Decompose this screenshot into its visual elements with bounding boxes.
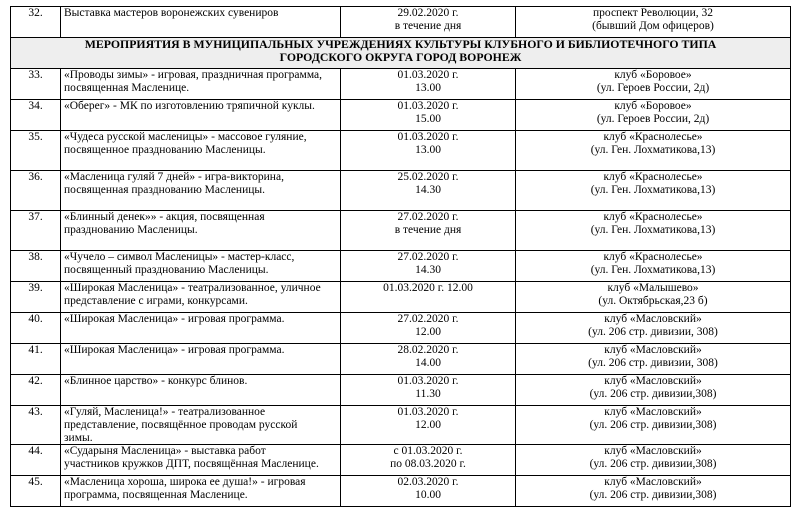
cell-text-line: проспект Революции, 32	[593, 7, 713, 19]
cell-text-line: «Чучело – символ Масленицы» - мастер-класс,	[64, 251, 295, 263]
cell-text-line: «Блинное царство» - конкурс блинов.	[64, 375, 248, 387]
row-number: 34.	[11, 100, 61, 131]
cell-text-line: 01.03.2020 г.	[397, 100, 459, 112]
cell-text-line: клуб «Масловский»	[604, 313, 702, 325]
event-date-cell	[341, 69, 516, 100]
row-number: 38.	[11, 251, 61, 282]
row-number: 41.	[11, 344, 61, 375]
cell-text-line: празднованию Масленицы.	[64, 223, 198, 236]
event-date-cell	[341, 211, 516, 251]
cell-text-line: Выставка мастеров воронежских сувениров	[64, 7, 279, 19]
cell-text-line: «Масленица гуляй 7 дней» - игра-викторина,	[64, 171, 284, 183]
section-header-row	[11, 38, 791, 69]
cell-text-line: (ул. 206 стр. дивизии,308)	[589, 489, 717, 502]
cell-text-line: 12.00	[415, 325, 441, 338]
cell-text-line: «Проводы зимы» - игровая, праздничная программа,	[64, 69, 322, 81]
event-date-cell	[341, 445, 516, 476]
cell-text-line: (ул. 206 стр. дивизии, 308)	[588, 356, 718, 369]
event-name-cell	[61, 69, 341, 100]
event-place-cell	[516, 476, 791, 507]
cell-text-line: 02.03.2020 г.	[397, 476, 459, 489]
row-number: 33.	[11, 69, 61, 100]
event-name-cell	[61, 344, 341, 375]
row-number: 45.	[11, 476, 61, 507]
table-row	[11, 375, 791, 406]
row-number: 37.	[11, 211, 61, 251]
row-number: 32.	[11, 7, 61, 38]
cell-text-line: «Сударыня Масленица» - выставка работ	[64, 445, 266, 458]
cell-text-line: (бывший Дом офицеров)	[592, 19, 714, 32]
event-name-cell	[61, 100, 341, 131]
event-date-cell	[341, 7, 516, 38]
event-date-cell	[341, 375, 516, 406]
event-date-cell	[341, 100, 516, 131]
cell-text-line: участников кружков ДПТ, посвящённая Масленице.	[64, 458, 319, 471]
cell-text-line: по 08.03.2020 г.	[390, 458, 466, 471]
events-table	[10, 6, 791, 507]
cell-text-line: 01.03.2020 г.	[397, 69, 459, 81]
event-date-cell	[341, 282, 516, 313]
cell-text-line: 29.02.2020 г.	[397, 7, 459, 19]
cell-text-line: представление с играми, конкурсами.	[64, 294, 248, 307]
event-place-cell	[516, 251, 791, 282]
cell-text-line: «Блинный денек»» - акция, посвященная	[64, 211, 265, 223]
cell-text-line: «Гуляй, Масленица!» - театрализованное	[64, 406, 266, 418]
table-row	[11, 445, 791, 476]
table-row	[11, 476, 791, 507]
cell-text-line: (ул. 206 стр. дивизии, 308)	[588, 325, 718, 338]
event-name-cell	[61, 445, 341, 476]
event-name-cell	[61, 313, 341, 344]
cell-text-line: (ул. 206 стр. дивизии,308)	[589, 387, 717, 400]
table-row	[11, 211, 791, 251]
cell-text-line: (ул. Ген. Лохматикова,13)	[590, 143, 716, 156]
cell-text-line: клуб «Масловский»	[604, 406, 702, 418]
row-number: 39.	[11, 282, 61, 313]
event-place-cell	[516, 282, 791, 313]
cell-text-line: 27.02.2020 г.	[397, 313, 459, 325]
cell-text-line: клуб «Малышево»	[607, 282, 699, 294]
cell-text-line: 14.30	[415, 183, 441, 196]
cell-text-line: 01.03.2020 г.	[397, 375, 459, 387]
table-row	[11, 406, 791, 445]
event-date-cell	[341, 131, 516, 171]
event-date-cell	[341, 344, 516, 375]
cell-text-line: представление, посвящённое проводам русской	[64, 418, 298, 431]
event-place-cell	[516, 171, 791, 211]
cell-text-line: клуб «Краснолесье»	[603, 131, 703, 143]
cell-text-line: клуб «Боровое»	[614, 100, 692, 112]
cell-text-line: ГОРОДСКОГО ОКРУГА ГОРОД ВОРОНЕЖ	[279, 49, 522, 64]
table-row	[11, 251, 791, 282]
cell-text-line: программа, посвященная Масленице.	[64, 489, 248, 502]
event-date-cell	[341, 313, 516, 344]
table-row	[11, 69, 791, 100]
cell-text-line: посвященная Масленице.	[64, 81, 190, 94]
cell-text-line: 13.00	[415, 81, 441, 94]
event-place-cell	[516, 7, 791, 38]
cell-text-line: посвященная празднованию Масленицы.	[64, 183, 265, 196]
cell-text-line: клуб «Масловский»	[604, 375, 702, 387]
cell-text-line: клуб «Краснолесье»	[603, 251, 703, 263]
event-place-cell	[516, 375, 791, 406]
event-place-cell	[516, 100, 791, 131]
cell-text-line: 01.03.2020 г.	[397, 131, 459, 143]
cell-text-line: 27.02.2020 г.	[397, 211, 459, 223]
row-number: 43.	[11, 406, 61, 445]
event-date-cell	[341, 171, 516, 211]
section-title	[11, 38, 791, 69]
cell-text-line: 01.03.2020 г. 12.00	[383, 282, 473, 294]
cell-text-line: 11.30	[415, 387, 441, 400]
cell-text-line: «Чудеса русской масленицы» - массовое гуляние,	[64, 131, 307, 143]
row-number: 42.	[11, 375, 61, 406]
cell-text-line: в течение дня	[394, 19, 462, 32]
cell-text-line: клуб «Масловский»	[604, 344, 702, 356]
cell-text-line: МЕРОПРИЯТИЯ В МУНИЦИПАЛЬНЫХ УЧРЕЖДЕНИЯХ КУЛЬТУРЫ КЛУБНОГО И БИБЛИОТЕЧНОГО ТИПА	[84, 37, 717, 51]
cell-text-line: клуб «Краснолесье»	[603, 211, 703, 223]
cell-text-line: (ул. Октябрьская,23 б)	[598, 294, 708, 307]
event-place-cell	[516, 344, 791, 375]
event-place-cell	[516, 211, 791, 251]
event-name-cell	[61, 282, 341, 313]
cell-text-line: посвященное празднованию Масленицы.	[64, 143, 266, 156]
event-name-cell	[61, 171, 341, 211]
table-row	[11, 171, 791, 211]
event-name-cell	[61, 211, 341, 251]
event-place-cell	[516, 313, 791, 344]
cell-text-line: (ул. Героев России, 2д)	[596, 81, 710, 94]
event-name-cell	[61, 251, 341, 282]
event-place-cell	[516, 406, 791, 445]
cell-text-line: 10.00	[415, 489, 441, 502]
cell-text-line: «Широкая Масленица» - театрализованное, уличное	[64, 282, 321, 294]
row-number: 36.	[11, 171, 61, 211]
cell-text-line: (ул. 206 стр. дивизии,308)	[589, 418, 717, 431]
event-name-cell	[61, 406, 341, 445]
table-row	[11, 131, 791, 171]
cell-text-line: 15.00	[415, 112, 441, 125]
cell-text-line: 12.00	[415, 418, 441, 431]
table-row	[11, 100, 791, 131]
table-row	[11, 344, 791, 375]
cell-text-line: «Оберег» - МК по изготовлению тряпичной куклы.	[64, 100, 315, 112]
cell-text-line: посвященный празднованию Масленицы.	[64, 263, 269, 276]
row-number: 35.	[11, 131, 61, 171]
event-name-cell	[61, 7, 341, 38]
event-name-cell	[61, 476, 341, 507]
cell-text-line: 28.02.2020 г.	[397, 344, 459, 356]
cell-text-line: клуб «Масловский»	[604, 445, 702, 458]
event-name-cell	[61, 131, 341, 171]
cell-text-line: 27.02.2020 г.	[397, 251, 459, 263]
cell-text-line: 14.30	[415, 263, 441, 276]
cell-text-line: 14.00	[415, 356, 441, 369]
event-date-cell	[341, 406, 516, 445]
cell-text-line: 25.02.2020 г.	[397, 171, 459, 183]
cell-text-line: (ул. Героев России, 2д)	[596, 112, 710, 125]
cell-text-line: клуб «Масловский»	[604, 476, 702, 489]
cell-text-line: (ул. 206 стр. дивизии,308)	[589, 458, 717, 471]
cell-text-line: 01.03.2020 г.	[397, 406, 459, 418]
cell-text-line: клуб «Боровое»	[614, 69, 692, 81]
cell-text-line: зимы.	[64, 431, 93, 444]
cell-text-line: (ул. Ген. Лохматикова,13)	[590, 263, 716, 276]
cell-text-line: в течение дня	[394, 223, 462, 236]
event-date-cell	[341, 476, 516, 507]
event-name-cell	[61, 375, 341, 406]
cell-text-line: с 01.03.2020 г.	[393, 445, 463, 458]
table-row	[11, 282, 791, 313]
events-table-body	[11, 7, 791, 507]
cell-text-line: «Широкая Масленица» - игровая программа.	[64, 344, 285, 356]
event-place-cell	[516, 445, 791, 476]
table-row	[11, 313, 791, 344]
cell-text-line: (ул. Ген. Лохматикова,13)	[590, 183, 716, 196]
cell-text-line: клуб «Краснолесье»	[603, 171, 703, 183]
event-place-cell	[516, 69, 791, 100]
table-row	[11, 7, 791, 38]
row-number: 44.	[11, 445, 61, 476]
event-place-cell	[516, 131, 791, 171]
row-number: 40.	[11, 313, 61, 344]
cell-text-line: «Широкая Масленица» - игровая программа.	[64, 313, 285, 325]
event-date-cell	[341, 251, 516, 282]
cell-text-line: «Масленица хороша, широка ее душа!» - игровая	[64, 476, 306, 489]
cell-text-line: (ул. Ген. Лохматикова,13)	[590, 223, 716, 236]
cell-text-line: 13.00	[415, 143, 441, 156]
